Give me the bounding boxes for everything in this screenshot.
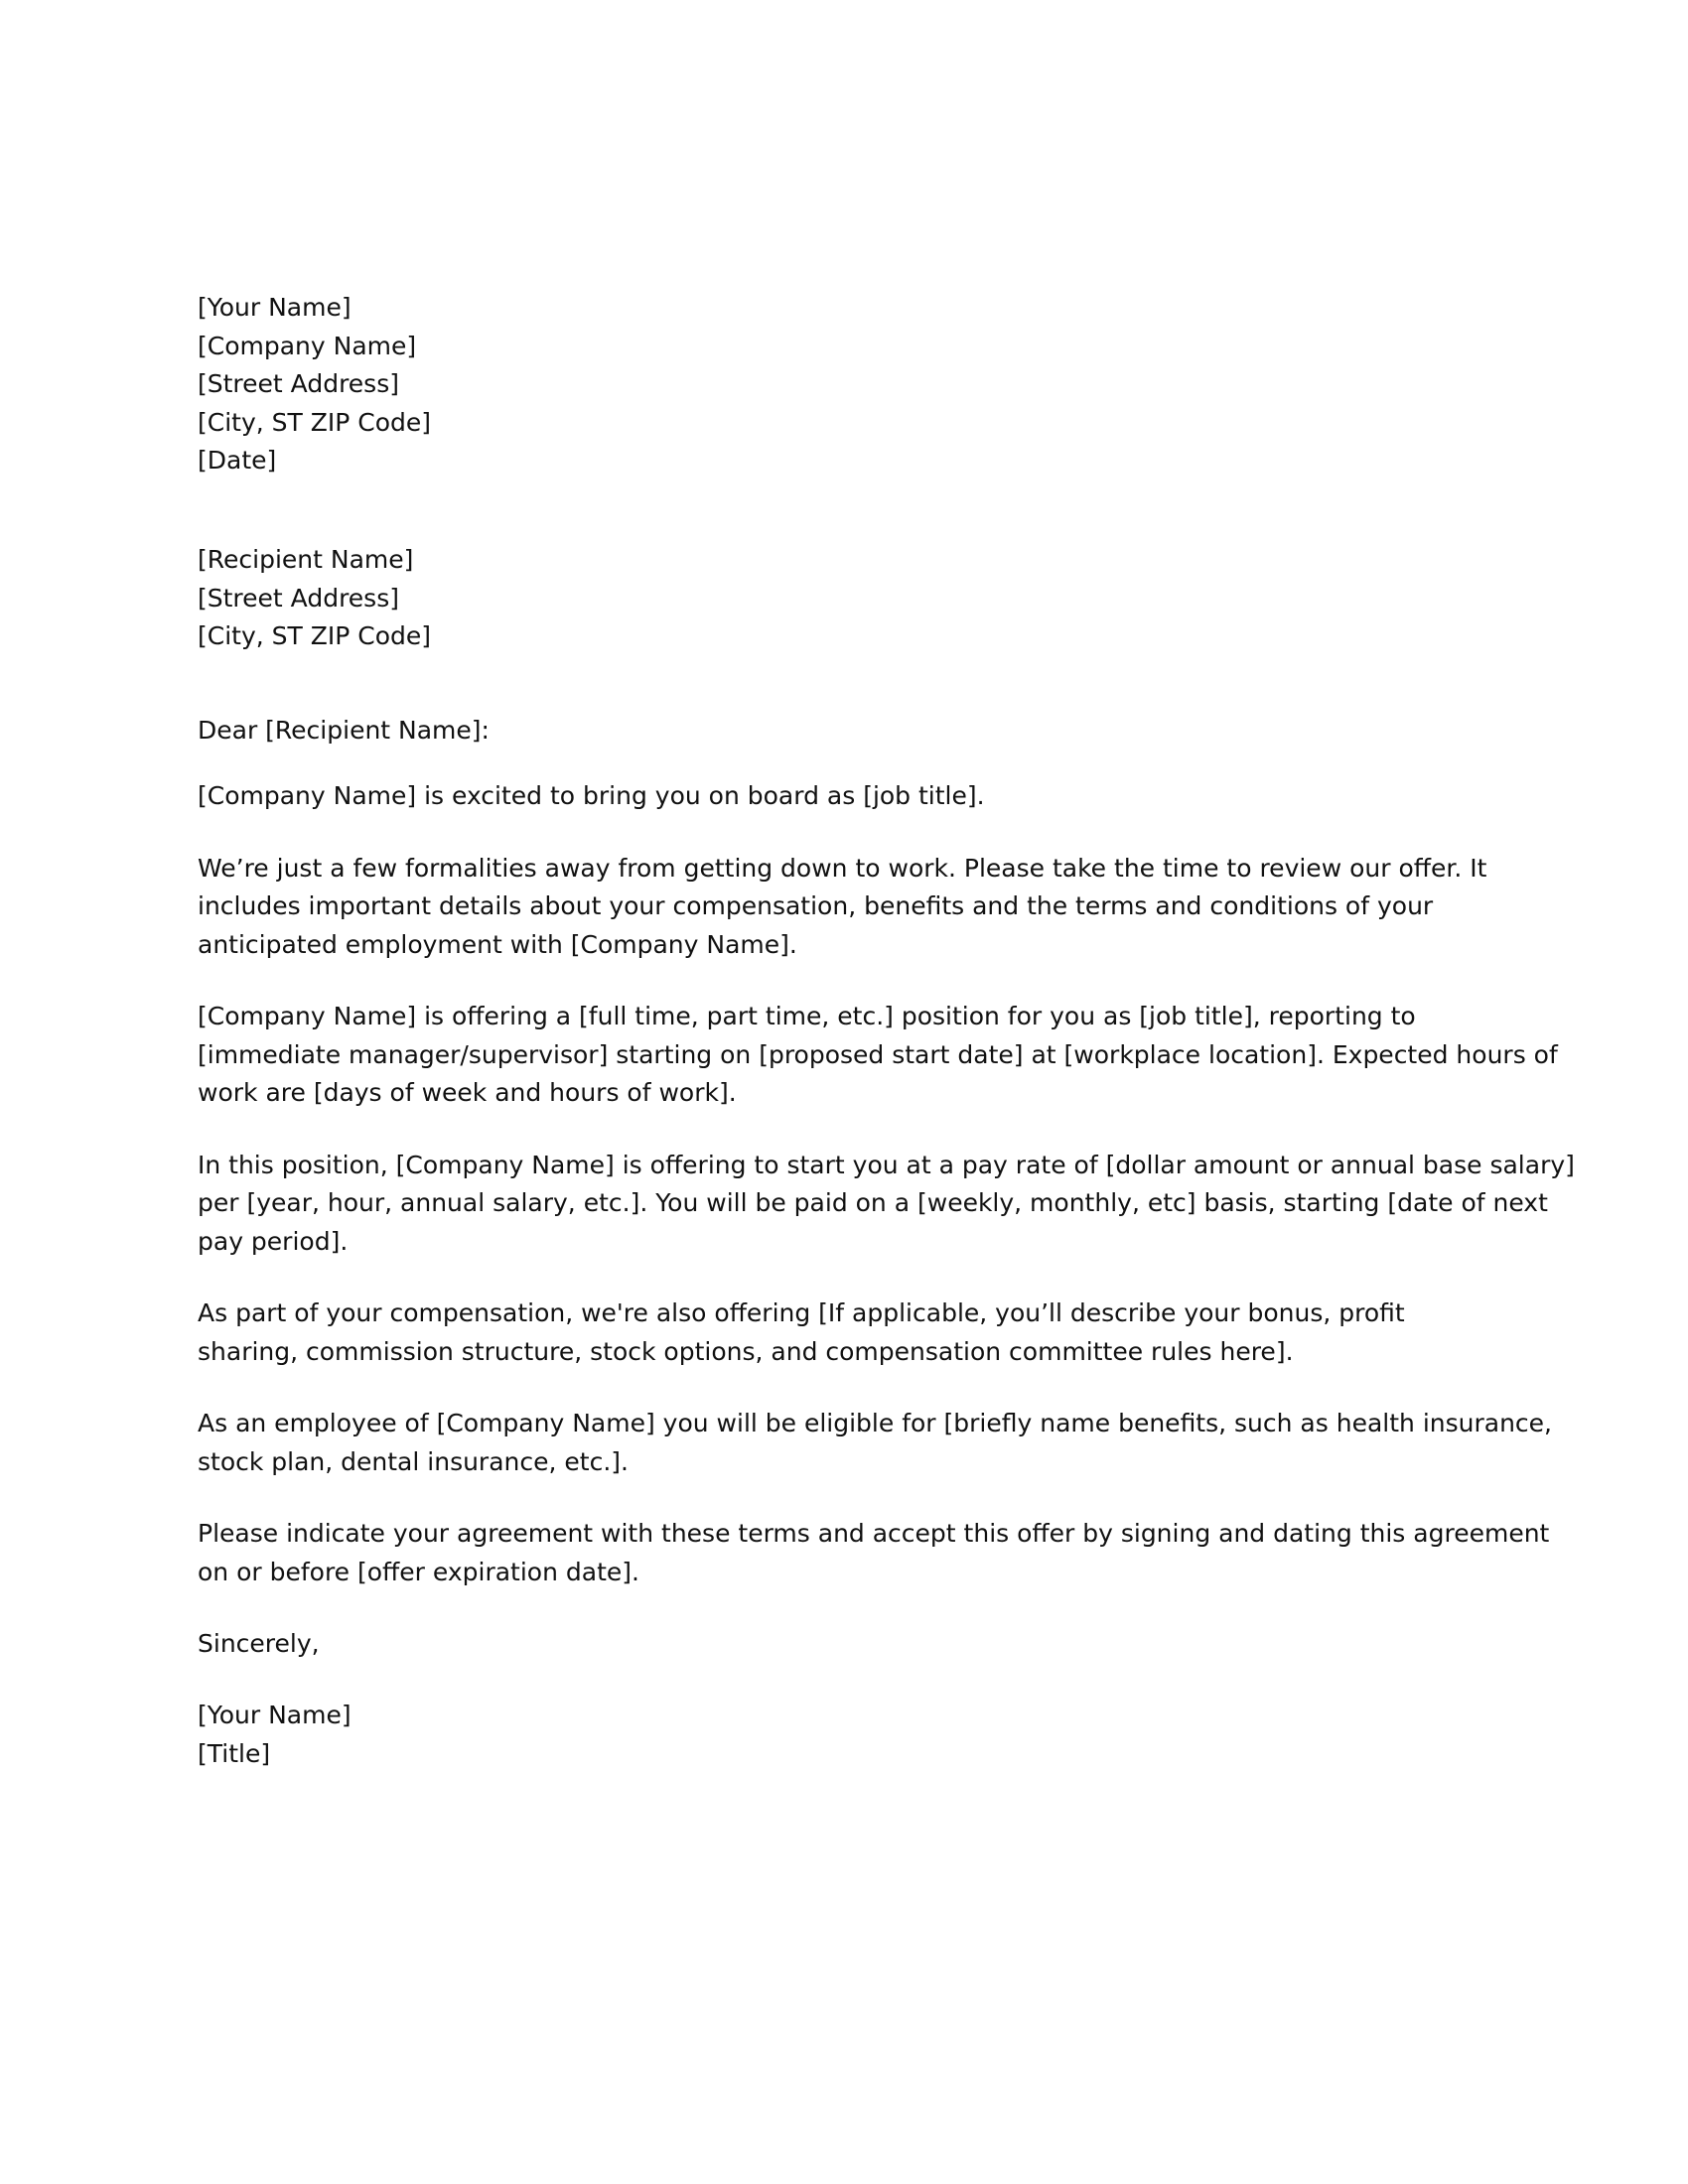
signature-name: [Your Name] — [198, 1701, 352, 1729]
salutation: Dear [Recipient Name]: — [198, 716, 490, 745]
body-line: [immediate manager/supervisor] starting on [proposed start date] at [workplace location]. Expected hours of — [198, 1040, 1558, 1069]
body-line: Please indicate your agreement with these terms and accept this offer by signing and dating this agreement — [198, 1519, 1550, 1548]
body-line: In this position, [Company Name] is offering to start you at a pay rate of [dollar amount or annual base salary] — [198, 1151, 1575, 1179]
body-line: [Company Name] is excited to bring you on board as [job title]. — [198, 781, 985, 810]
body-line: As an employee of [Company Name] you will be eligible for [briefly name benefits, such as health insurance, — [198, 1409, 1552, 1437]
body-line: on or before [offer expiration date]. — [198, 1558, 639, 1586]
body-line: pay period]. — [198, 1227, 349, 1256]
body-line: anticipated employment with [Company Name]. — [198, 930, 797, 959]
body-line: stock plan, dental insurance, etc.]. — [198, 1447, 629, 1476]
closing: Sincerely, — [198, 1629, 320, 1658]
body-line: sharing, commission structure, stock options, and compensation committee rules here]. — [198, 1337, 1294, 1366]
body-line: includes important details about your compensation, benefits and the terms and conditions of your — [198, 891, 1434, 920]
signature-title: [Title] — [198, 1739, 271, 1768]
body-line: We’re just a few formalities away from getting down to work. Please take the time to review our offer. It — [198, 854, 1487, 883]
recipient-name: [Recipient Name] — [198, 545, 414, 574]
sender-city: [City, ST ZIP Code] — [198, 408, 432, 437]
recipient-street: [Street Address] — [198, 584, 399, 613]
letter-date: [Date] — [198, 446, 277, 475]
body-line: per [year, hour, annual salary, etc.]. You will be paid on a [weekly, monthly, etc] basis, starting [date of next — [198, 1188, 1548, 1217]
body-line: As part of your compensation, we're also offering [If applicable, you’ll describe your bonus, profit — [198, 1298, 1405, 1327]
body-line: work are [days of week and hours of work]. — [198, 1078, 737, 1107]
sender-company: [Company Name] — [198, 332, 417, 360]
sender-name: [Your Name] — [198, 293, 352, 322]
recipient-city: [City, ST ZIP Code] — [198, 621, 432, 650]
body-line: [Company Name] is offering a [full time, part time, etc.] position for you as [job title], reporting to — [198, 1002, 1416, 1030]
sender-street: [Street Address] — [198, 369, 399, 398]
